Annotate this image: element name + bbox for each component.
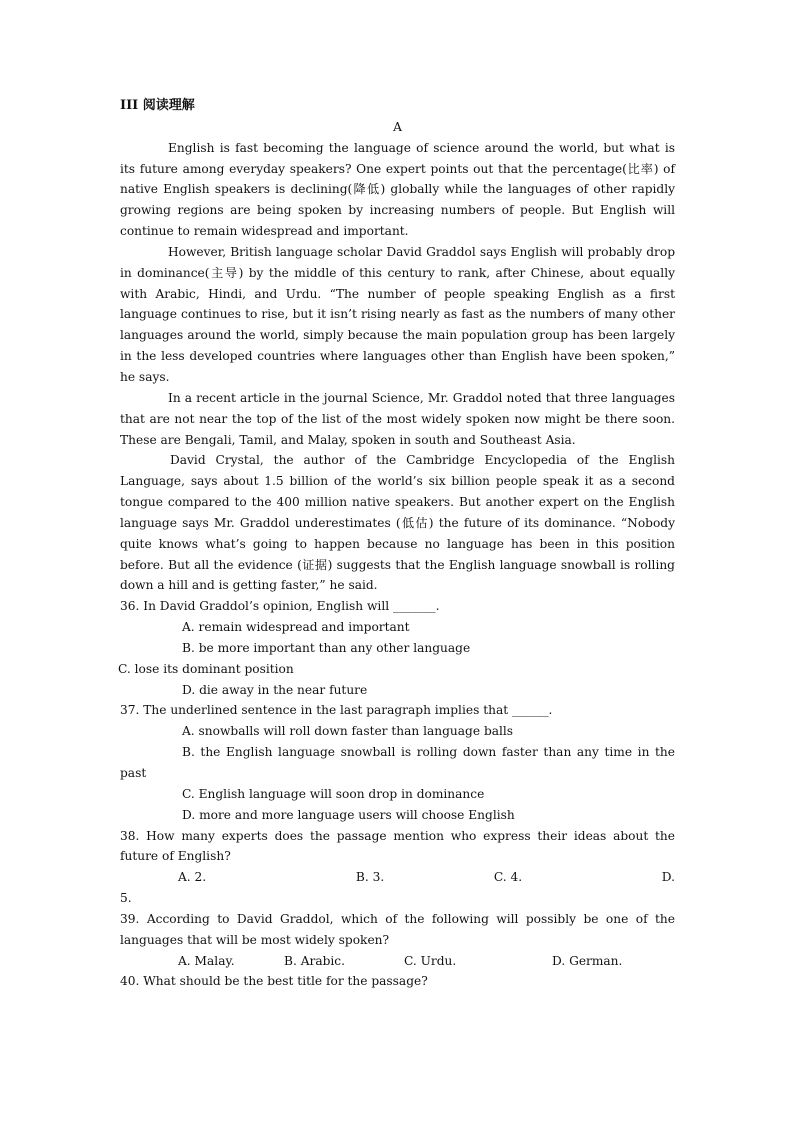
question-40-stem: 40. What should be the best title for the passage? xyxy=(120,974,428,989)
question-38-options xyxy=(120,867,675,888)
passage-paragraph-1: English is fast becoming the language of science around the world, but what is its future among everyday speakers? One expert points out that the percentage(比率) of native English speakers is declining(降低) globally while the languages of other rapidly growing regions are being spoken by increasing numbers of people. But English will continue to remain widespread and important. xyxy=(120,140,675,239)
exam-page xyxy=(120,96,675,992)
passage-paragraph-4: David Crystal, the author of the Cambridge Encyclopedia of the English Language, says about 1.5 billion of the world’s six billion people speak it as a second tongue compared to the 400 million native speakers. But another expert on the English language says Mr. Graddol underestimates (低估) the future of its dominance. “Nobody quite knows what’s going to happen because no language has been in this position before. But all the evidence (证据) suggests that the English language snowball is rolling down a hill and is getting faster,” he said. xyxy=(120,453,675,593)
section-heading: III 阅读理解 xyxy=(120,98,195,113)
question-36-option-d: D. die away in the near future xyxy=(182,682,368,697)
passage-paragraph-3: In a recent article in the journal Science, Mr. Graddol noted that three languages that are not near the top of the list of the most widely spoken now might be there soon. These are Bengali, Tamil, and Malay, spoken in south and Southeast Asia. xyxy=(120,390,675,447)
question-39-stem: 39. According to David Graddol, which of the following will possibly be one of the languages that will be most widely spoken? xyxy=(120,911,675,947)
question-37-stem: 37. The underlined sentence in the last paragraph implies that ______. xyxy=(120,703,553,718)
question-38-option-d-value: 5. xyxy=(120,891,132,906)
question-37-option-d: D. more and more language users will choose English xyxy=(182,807,515,822)
question-38-option-a: A. 2. xyxy=(178,870,207,885)
passage-paragraph-2: However, British language scholar David Graddol says English will probably drop in dominance(主导) by the middle of this century to rank, after Chinese, about equally with Arabic, Hindi, and Urdu. “The number of people speaking English as a first language continues to rise, but it isn’t rising nearly as fast as the numbers of many other languages around the world, simply because the main population group has been largely in the less developed countries where languages other than English have been spoken,” he says. xyxy=(120,244,675,384)
question-38-option-d-letter: D. xyxy=(661,870,675,885)
passage-label: A xyxy=(393,119,402,134)
question-38-stem: 38. How many experts does the passage mention who express their ideas about the future of English? xyxy=(120,828,675,864)
question-36-option-c: C. lose its dominant position xyxy=(118,661,294,676)
question-38-option-c: C. 4. xyxy=(493,870,523,885)
question-39-option-a: A. Malay. xyxy=(178,953,235,968)
question-39-option-b: B. Arabic. xyxy=(284,953,345,968)
question-37-option-c: C. English language will soon drop in dominance xyxy=(182,786,485,801)
question-38-option-b: B. 3. xyxy=(355,870,385,885)
question-36-stem: 36. In David Graddol’s opinion, English will _______. xyxy=(120,599,440,614)
question-37-option-a: A. snowballs will roll down faster than language balls xyxy=(182,724,514,739)
question-36-option-a: A. remain widespread and important xyxy=(182,620,410,635)
question-36-option-b: B. be more important than any other language xyxy=(182,640,471,655)
question-37-option-b: B. the English language snowball is rolling down faster than any time in the past xyxy=(120,745,675,780)
question-39-option-d: D. German. xyxy=(552,953,623,968)
question-39-options xyxy=(120,951,675,972)
question-39-option-c: C. Urdu. xyxy=(404,953,457,968)
